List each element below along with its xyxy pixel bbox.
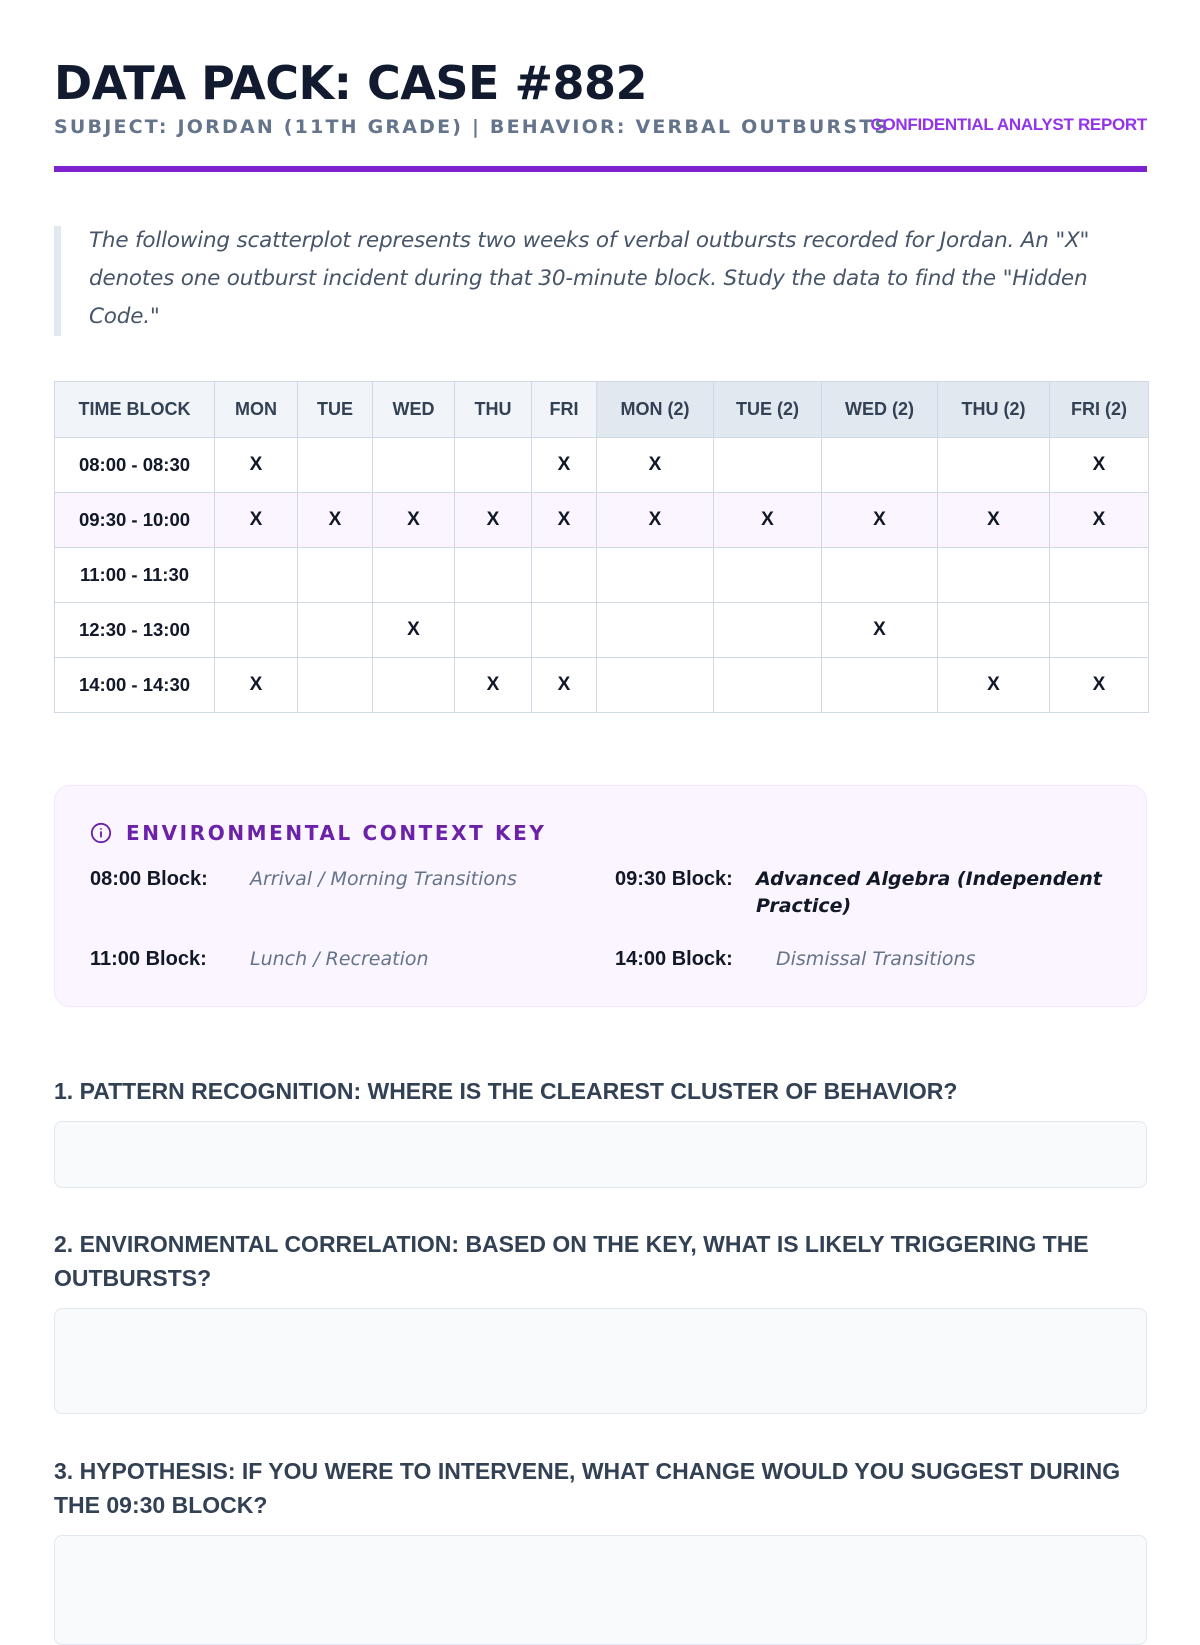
table-cell: X bbox=[597, 493, 714, 548]
confidential-label: CONFIDENTIAL ANALYST REPORT bbox=[870, 115, 1147, 134]
table-cell: X bbox=[215, 438, 298, 493]
info-icon bbox=[90, 822, 112, 844]
question-2-answer[interactable] bbox=[54, 1308, 1147, 1414]
table-cell: X bbox=[714, 493, 822, 548]
table-cell bbox=[532, 603, 597, 658]
behavior-scatter-table bbox=[54, 381, 1149, 713]
table-cell: X bbox=[822, 493, 938, 548]
key-label: 14:00 Block: bbox=[615, 948, 733, 970]
column-header: TIME BLOCK bbox=[55, 382, 215, 438]
table-cell bbox=[298, 658, 373, 713]
key-label: 11:00 Block: bbox=[90, 948, 207, 970]
key-value: Dismissal Transitions bbox=[776, 948, 976, 970]
table-cell: X bbox=[938, 658, 1050, 713]
table-cell bbox=[938, 548, 1050, 603]
table-cell: X bbox=[373, 493, 455, 548]
column-header: MON (2) bbox=[597, 382, 714, 438]
table-cell bbox=[455, 548, 532, 603]
context-key-heading bbox=[90, 821, 546, 845]
table-cell bbox=[1050, 603, 1149, 658]
time-block-cell: 08:00 - 08:30 bbox=[55, 438, 215, 493]
table-cell: X bbox=[822, 603, 938, 658]
question-3-answer[interactable] bbox=[54, 1535, 1147, 1645]
table-cell bbox=[215, 548, 298, 603]
table-cell bbox=[597, 603, 714, 658]
question-3-label: 3. HYPOTHESIS: IF YOU WERE TO INTERVENE, WHAT CHANGE WOULD YOU SUGGEST DURING THE 09:30 BLOCK? bbox=[54, 1458, 1121, 1518]
table-cell bbox=[298, 548, 373, 603]
table-cell: X bbox=[455, 493, 532, 548]
case-subtitle: SUBJECT: JORDAN (11TH GRADE) | BEHAVIOR: VERBAL OUTBURSTS bbox=[54, 116, 891, 138]
column-header: TUE bbox=[298, 382, 373, 438]
key-label: 08:00 Block: bbox=[90, 868, 208, 890]
table-cell: X bbox=[532, 493, 597, 548]
question-1-answer[interactable] bbox=[54, 1121, 1147, 1188]
table-cell bbox=[373, 658, 455, 713]
intro-text: The following scatterplot represents two weeks of verbal outbursts recorded for Jordan. An "X" denotes one outburst incident during that 30-minute block. Study the data to find the "Hidden Code." bbox=[89, 228, 1090, 329]
table-cell bbox=[938, 438, 1050, 493]
question-2-label: 2. ENVIRONMENTAL CORRELATION: BASED ON THE KEY, WHAT IS LIKELY TRIGGERING THE OUTBURSTS? bbox=[54, 1231, 1089, 1291]
table-row-highlighted bbox=[55, 493, 1149, 548]
table-cell: X bbox=[532, 658, 597, 713]
report-header bbox=[54, 0, 1147, 174]
table-row bbox=[55, 438, 1149, 493]
data-pack-page bbox=[54, 0, 1147, 1518]
table-row bbox=[55, 603, 1149, 658]
table-cell: X bbox=[597, 438, 714, 493]
table-cell bbox=[597, 658, 714, 713]
table-cell bbox=[822, 438, 938, 493]
column-header: MON bbox=[215, 382, 298, 438]
table-cell bbox=[215, 603, 298, 658]
table-cell bbox=[373, 438, 455, 493]
table-cell bbox=[298, 603, 373, 658]
table-cell: X bbox=[455, 658, 532, 713]
table-cell bbox=[532, 548, 597, 603]
table-cell: X bbox=[373, 603, 455, 658]
table-cell bbox=[938, 603, 1050, 658]
table-row bbox=[55, 548, 1149, 603]
table-cell bbox=[822, 548, 938, 603]
table-cell: X bbox=[532, 438, 597, 493]
key-value: Lunch / Recreation bbox=[250, 948, 429, 970]
table-cell: X bbox=[938, 493, 1050, 548]
context-key-title: ENVIRONMENTAL CONTEXT KEY bbox=[126, 821, 547, 845]
column-header: WED bbox=[373, 382, 455, 438]
column-header: TUE (2) bbox=[714, 382, 822, 438]
page-title: DATA PACK: CASE #882 bbox=[54, 56, 648, 110]
table-cell: X bbox=[298, 493, 373, 548]
environmental-context-key bbox=[54, 785, 1147, 1007]
intro-quote bbox=[54, 226, 1147, 336]
table-cell bbox=[822, 658, 938, 713]
table-cell bbox=[714, 658, 822, 713]
header-divider bbox=[54, 166, 1147, 172]
table-cell bbox=[714, 438, 822, 493]
time-block-cell: 09:30 - 10:00 bbox=[55, 493, 215, 548]
table-cell: X bbox=[1050, 493, 1149, 548]
column-header: THU (2) bbox=[938, 382, 1050, 438]
time-block-cell: 14:00 - 14:30 bbox=[55, 658, 215, 713]
table-cell bbox=[298, 438, 373, 493]
column-header: FRI bbox=[532, 382, 597, 438]
column-header: WED (2) bbox=[822, 382, 938, 438]
table-cell: X bbox=[1050, 438, 1149, 493]
table-cell: X bbox=[1050, 658, 1149, 713]
key-value: Advanced Algebra (Independent Practice) bbox=[756, 868, 1102, 917]
table-cell bbox=[455, 603, 532, 658]
table-cell bbox=[714, 603, 822, 658]
table-cell bbox=[373, 548, 455, 603]
table-cell bbox=[714, 548, 822, 603]
table-cell bbox=[1050, 548, 1149, 603]
key-label: 09:30 Block: bbox=[615, 868, 733, 890]
time-block-cell: 11:00 - 11:30 bbox=[55, 548, 215, 603]
table-cell bbox=[597, 548, 714, 603]
time-block-cell: 12:30 - 13:00 bbox=[55, 603, 215, 658]
key-value: Arrival / Morning Transitions bbox=[250, 868, 517, 890]
table-cell: X bbox=[215, 658, 298, 713]
table-cell bbox=[455, 438, 532, 493]
column-header: THU bbox=[455, 382, 532, 438]
question-1-label: 1. PATTERN RECOGNITION: WHERE IS THE CLEAREST CLUSTER OF BEHAVIOR? bbox=[54, 1078, 958, 1104]
table-header-row bbox=[55, 382, 1149, 438]
table-cell: X bbox=[215, 493, 298, 548]
column-header: FRI (2) bbox=[1050, 382, 1149, 438]
table-row bbox=[55, 658, 1149, 713]
